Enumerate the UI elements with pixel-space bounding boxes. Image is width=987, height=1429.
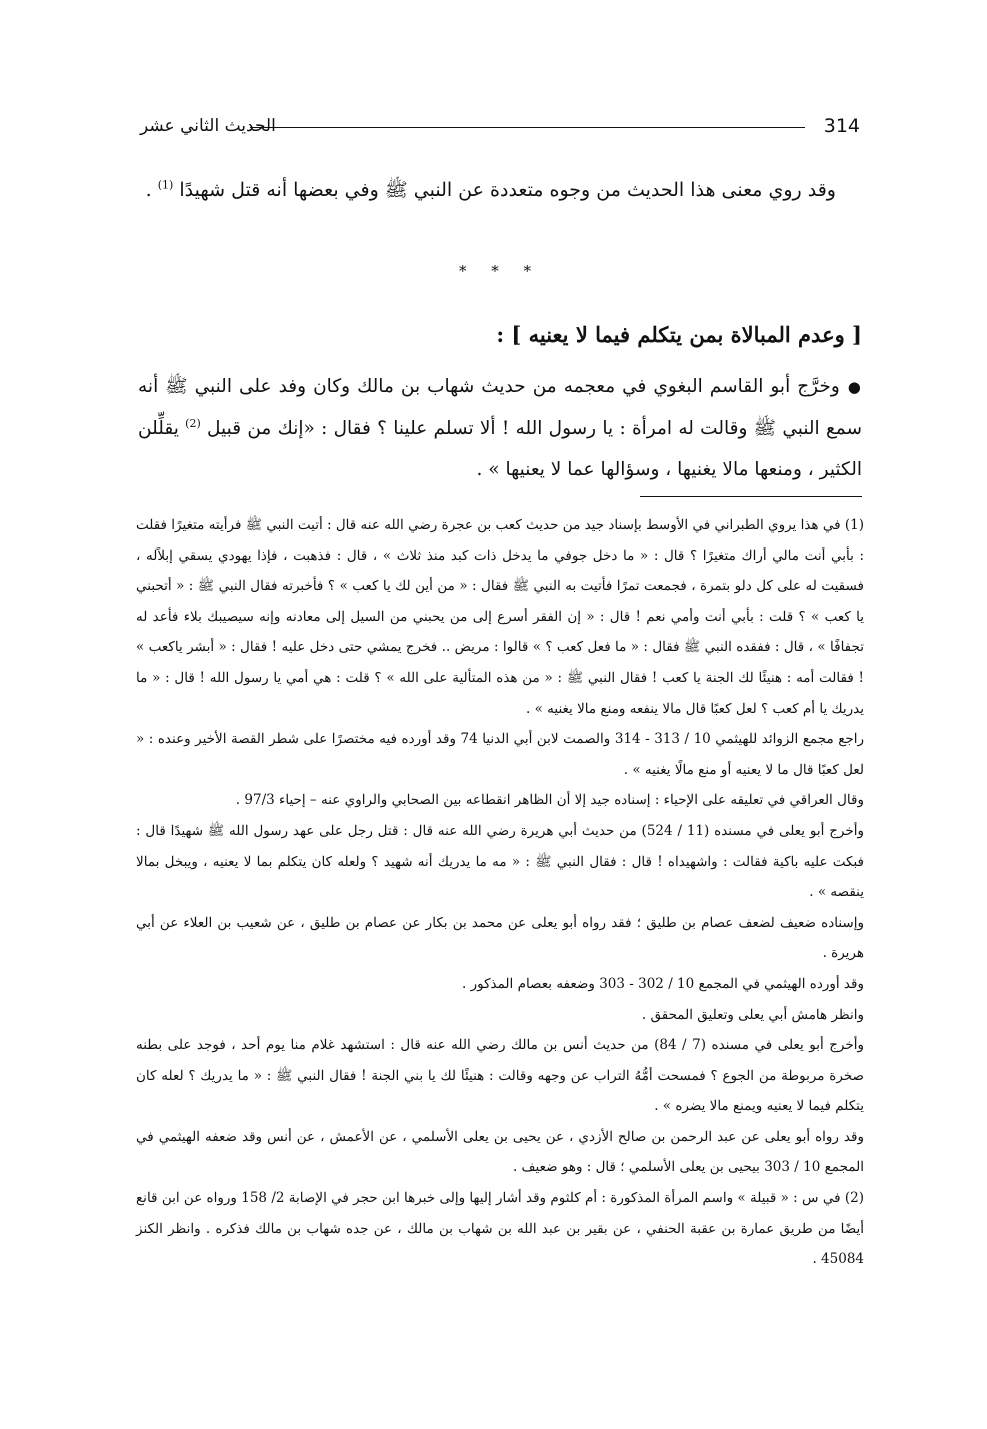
section-separator: * * * [458, 262, 542, 280]
paragraph-end: . [145, 179, 158, 201]
footnote-ref-2: (2) [185, 416, 201, 430]
paragraph-text: وقد روي معنى هذا الحديث من وجوه متعددة عن النبي ﷺ وفي بعضها أنه قتل شهيدًا [179, 179, 836, 201]
running-header [140, 112, 860, 142]
section-heading: [ وعدم المبالاة بمن يتكلم فيما لا يعنيه ] : [496, 322, 862, 347]
footnote-paragraph: وقد رواه أبو يعلى عن عبد الرحمن بن صالح الأزدي ، عن يحيى بن يعلى الأسلمي ، عن الأعمش ، عن أنس وقد ضعفه الهيثمي في المجمع 10 / 303 بيحيى بن يعلى الأسلمي ؛ قال : وهو ضعيف . [136, 1128, 864, 1176]
paragraph-text: يقلِّلن الكثير ، ومنعها مالا يغنيها ، وسؤالها عما لا يعنيها » . [138, 418, 862, 480]
footnotes [136, 510, 864, 1275]
footnote-ref-1: (1) [157, 178, 174, 192]
footnote-paragraph: راجع مجمع الزوائد للهيثمي 10 / 313 - 314 والصمت لابن أبي الدنيا 74 وقد أورده فيه مختصرًا على شطر القصة الأخير وعنده : « لعل كعبًا قال ما لا يعنيه أو منع مالًا يغنيه » . [136, 731, 865, 778]
footnote-paragraph: وانظر هامش أبي يعلى وتعليق المحقق . [641, 1006, 864, 1023]
footnote-rule [640, 496, 862, 497]
footnote-paragraph: (2) في س : « قبيلة » واسم المرأة المذكورة : أم كلثوم وقد أشار إليها وإلى خبرها ابن حجر في الإصابة 2/ 158 ورواه عن ابن قانع أيضًا من طريق عمارة بن عقبة الحنفي ، عن بقير بن عبد الله بن شهاب بن مالك ، عن جده شهاب بن مالك فذكره . وانظر الكنز 45084 . [136, 1190, 864, 1268]
body-paragraph-2 [138, 366, 862, 490]
bullet-icon: ● [847, 378, 862, 396]
footnote-paragraph: وأخرج أبو يعلى في مسنده (11 / 524) من حديث أبي هريرة رضي الله عنه قال : قتل رجل على عهد رسول الله ﷺ شهيدًا قال : فبكت عليه باكية فقالت : واشهيداه ! قال : فقال النبي ﷺ : « مه ما يدريك أنه شهيد ؟ ولعله كان يتكلم بما لا يعنيه ، ويبخل بمالا ينقصه » . [136, 822, 864, 901]
page-number: 314 [823, 115, 860, 137]
chapter-title: الحديث الثاني عشر [140, 116, 276, 136]
footnote-paragraph: (1) في هذا يروي الطبراني في الأوسط بإسناد جيد من حديث كعب بن عجرة رضي الله عنه قال : أتيت النبي ﷺ فرأيته متغيرًا فقلت : بأبي أنت مالي أراك متغيرًا ؟ قال : « ما دخل جوفي ما يدخل ذات كبد منذ ثلاث » ، قال : فذهبت ، فإذا يهودي يسقي إبلاًله ، فسقيت له على كل دلو بتمرة ، فجمعت تمرًا فأتيت به النبي ﷺ فقال : « من أين لك يا كعب » ؟ فأخبرته فقال النبي ﷺ : « أتحبني يا كعب » ؟ قلت : بأبي أنت وأمي نعم ! قال : « إن الفقر أسرع إلى من يحبني من السيل إلى معادنه وإنه سيصيبك بلاء فأعد له تجفافًا » ، قال : ففقده النبي ﷺ فقال : « ما فعل كعب ؟ » قالوا : مريض .. فخرج يمشي حتى دخل عليه ! فقال : « أبشر ياكعب » ! فقالت أمه : هنيئًا لك الجنة يا كعب ! فقال النبي ﷺ : « من هذه المتألية على الله » ؟ قلت : هي أمي يا رسول الله ! قال : « ما يدريك يا أم كعب ؟ لعل كعبًا قال مالا ينفعه ومنع مالا يغنيه » . [136, 517, 864, 717]
footnote-paragraph: وأخرج أبو يعلى في مسنده (7 / 84) من حديث أنس بن مالك رضي الله عنه قال : استشهد غلام منا يوم أحد ، فوجد على بطنه صخرة مربوطة من الجوع ؟ فمسحت أمُّهُ التراب عن وجهه وقالت : هنيئًا لك يا بني الجنة ! فقال النبي ﷺ : « ما يدريك ؟ لعله كان يتكلم فيما لا يعنيه ويمنع مالا يضره » . [136, 1037, 864, 1115]
footnote-paragraph: وإسناده ضعيف لضعف عصام بن طليق ؛ فقد رواه أبو يعلى عن محمد بن بكار عن عصام بن طليق ، عن شعيب بن العلاء عن أبي هريرة . [136, 914, 864, 962]
body-paragraph-1 [138, 168, 862, 213]
header-rule [250, 127, 805, 128]
footnote-paragraph: وقال العراقي في تعليقه على الإحياء : إسناده جيد إلا أن الظاهر انقطاعه بين الصحابي والراوي عنه – إحياء 97/3 . [235, 792, 864, 809]
footnote-paragraph: وقد أورده الهيثمي في المجمع 10 / 302 - 303 وضعفه بعصام المذكور . [462, 975, 864, 992]
paragraph-text: وخرَّج أبو القاسم البغوي في معجمه من حديث شهاب بن مالك وكان وفد على النبي ﷺ أنه سمع النبي ﷺ وقالت له امرأة : يا رسول الله ! ألا تسلم علينا ؟ فقال : «إنك من قبيل [138, 376, 863, 439]
